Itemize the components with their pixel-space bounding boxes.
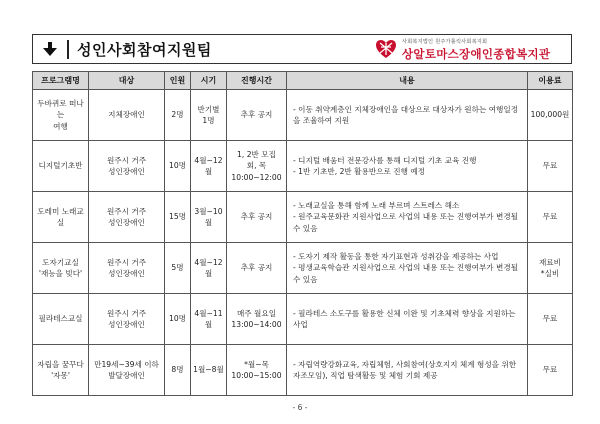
fee-cell-line: 무료 (542, 365, 558, 375)
time-cell (227, 345, 287, 396)
content-cell-line: - 이동 취약계층인 지체장애인을 대상으로 대상자가 원하는 여행일정을 조율하여 지원 (293, 104, 519, 125)
content-cell (287, 345, 528, 396)
content-cell (287, 294, 528, 345)
header-content: 내용 (287, 72, 528, 90)
content-cell-line: - 1반 기초반, 2반 활용반으로 진행 예정 (293, 167, 425, 176)
time-cell (227, 192, 287, 243)
target-cell (89, 243, 165, 294)
period-cell-line: 1명 (202, 116, 215, 125)
period-cell (191, 192, 227, 243)
period-cell-line: 1월~8월 (193, 365, 224, 375)
program-name-cell (33, 192, 89, 243)
fee-cell-line: 무료 (542, 161, 558, 171)
fee-cell-line: 재료비 (538, 257, 561, 267)
count-cell: 10명 (165, 294, 191, 345)
content-cell-line: - 자립역량강화교육, 자립체험, 사회참여(상호지지 체계 형성을 위한 자조모임), 직업 탐색활동 및 체험 기회 제공 (293, 359, 517, 380)
target-cell-line: 성인장애인 (108, 320, 145, 329)
target-cell-line: 성인장애인 (108, 218, 145, 227)
page-number: - 6 - (292, 403, 308, 412)
target-cell-line: 원주시 거주 (106, 155, 147, 165)
program-name-cell (33, 294, 89, 345)
table-row (33, 294, 573, 345)
content-cell-line: - 평생교육학습관 지원사업으로 사업의 내용 또는 진행여부가 변경될 수 있음 (293, 263, 519, 284)
header-program: 프로그램명 (33, 72, 89, 90)
content-cell-line: - 도자기 제작 활동을 통한 자기표현과 성취감을 제공하는 사업 (293, 251, 499, 261)
content-cell-line: - 디지털 배움터 전문강사를 통해 디지털 기초 교육 진행 (293, 155, 477, 165)
program-name-cell (33, 243, 89, 294)
fee-cell (528, 90, 573, 141)
page-title: 성인사회참여지원팀 (77, 41, 212, 59)
header-target: 대상 (89, 72, 165, 90)
time-cell-line: 추후 공지 (240, 263, 273, 273)
table-row (33, 345, 573, 396)
count-cell: 2명 (165, 90, 191, 141)
time-cell-line: 10:00~12:00 (231, 172, 282, 182)
content-cell (287, 90, 528, 141)
count-cell: 8명 (165, 345, 191, 396)
table-row (33, 243, 573, 294)
header-fee: 이용료 (528, 72, 573, 90)
time-cell-line: 매주 월요일 (236, 308, 277, 318)
program-name-cell-line: 도자기교실 (42, 257, 79, 267)
program-name-cell (33, 90, 89, 141)
target-cell-line: 원주시 거주 (106, 308, 147, 318)
program-name-cell-line: 두바퀴로 떠나는 (37, 98, 84, 120)
target-cell-line: 성인장애인 (108, 167, 145, 176)
time-cell (227, 294, 287, 345)
period-cell-line: 3월~10월 (194, 206, 223, 227)
period-cell-line: 4월~12월 (194, 155, 223, 176)
fee-cell-line: 100,000원 (530, 110, 570, 120)
time-cell-line: 추후 공지 (240, 110, 273, 120)
target-cell-line: 만19세~39세 이하 (94, 359, 159, 369)
program-name-cell-line: 여행 (53, 121, 68, 131)
time-cell (227, 90, 287, 141)
fee-cell (528, 141, 573, 192)
table-row (33, 141, 573, 192)
time-cell (227, 141, 287, 192)
time-cell-line: *월~목 (244, 359, 269, 369)
period-cell-line: 반기별 (197, 104, 220, 114)
program-name-cell-line: '재능을 빚다' (38, 269, 83, 278)
target-cell (89, 294, 165, 345)
arrow-down-icon (43, 42, 57, 56)
fee-cell (528, 192, 573, 243)
target-cell-line: 발달장애인 (108, 371, 145, 380)
target-cell-line: 지체장애인 (108, 110, 145, 120)
program-name-cell-line: 도레미 노래교실 (37, 206, 84, 227)
content-cell-line: - 노래교실을 통해 함께 노래 부르며 스트레스 해소 (293, 200, 460, 210)
header-time: 진행시간 (227, 72, 287, 90)
fee-cell (528, 243, 573, 294)
target-cell (89, 192, 165, 243)
time-cell-line: 10:00~15:00 (231, 371, 282, 380)
fee-cell-line: 무료 (542, 314, 558, 324)
content-cell (287, 243, 528, 294)
header-divider (67, 40, 69, 59)
table-row (33, 90, 573, 141)
fee-cell-line: *실비 (540, 269, 560, 278)
target-cell-line: 성인장애인 (108, 269, 145, 278)
period-cell (191, 141, 227, 192)
section-header (32, 34, 572, 64)
heart-cross-logo (375, 38, 397, 60)
header-period: 시기 (191, 72, 227, 90)
table-row (33, 192, 573, 243)
fee-cell-line: 무료 (542, 212, 558, 222)
count-cell: 5명 (165, 243, 191, 294)
program-name-cell (33, 141, 89, 192)
header-count: 인원 (165, 72, 191, 90)
fee-cell (528, 345, 573, 396)
content-cell (287, 192, 528, 243)
target-cell-line: 원주시 거주 (106, 257, 147, 267)
time-cell-line: 13:00~14:00 (231, 320, 282, 329)
period-cell-line: 4월~12월 (194, 257, 223, 278)
time-cell (227, 243, 287, 294)
target-cell (89, 141, 165, 192)
period-cell (191, 345, 227, 396)
count-cell: 10명 (165, 141, 191, 192)
content-cell (287, 141, 528, 192)
org-logo (375, 37, 565, 61)
program-name-cell-line: '자몽' (51, 371, 70, 380)
program-name-cell-line: 디지털기초반 (38, 161, 83, 171)
period-cell (191, 243, 227, 294)
target-cell (89, 90, 165, 141)
org-subtitle: 사회복지법인 원주가톨릭사회복지회 (402, 39, 488, 45)
target-cell-line: 원주시 거주 (106, 206, 147, 216)
target-cell (89, 345, 165, 396)
content-cell-line: - 필라테스 소도구를 활용한 신체 이완 및 기초체력 향상을 지원하는 사업 (293, 308, 516, 329)
program-table (32, 71, 573, 396)
period-cell (191, 90, 227, 141)
org-name: 상알토마스장애인종합복지관 (402, 47, 551, 61)
fee-cell (528, 294, 573, 345)
time-cell-line: 1, 2반 모집 (237, 149, 276, 159)
time-cell-line: 추후 공지 (240, 212, 273, 222)
program-name-cell-line: 자립을 꿈꾸다 (37, 359, 84, 369)
period-cell (191, 294, 227, 345)
period-cell-line: 4월~11월 (194, 308, 223, 329)
program-name-cell (33, 345, 89, 396)
table-header-row (33, 72, 573, 90)
time-cell-line: 회, 목 (246, 161, 267, 171)
count-cell: 15명 (165, 192, 191, 243)
program-name-cell-line: 필라테스교실 (38, 314, 83, 324)
content-cell-line: - 원주교육문화관 지원사업으로 사업의 내용 또는 진행여부가 변경될 수 있음 (293, 212, 519, 233)
